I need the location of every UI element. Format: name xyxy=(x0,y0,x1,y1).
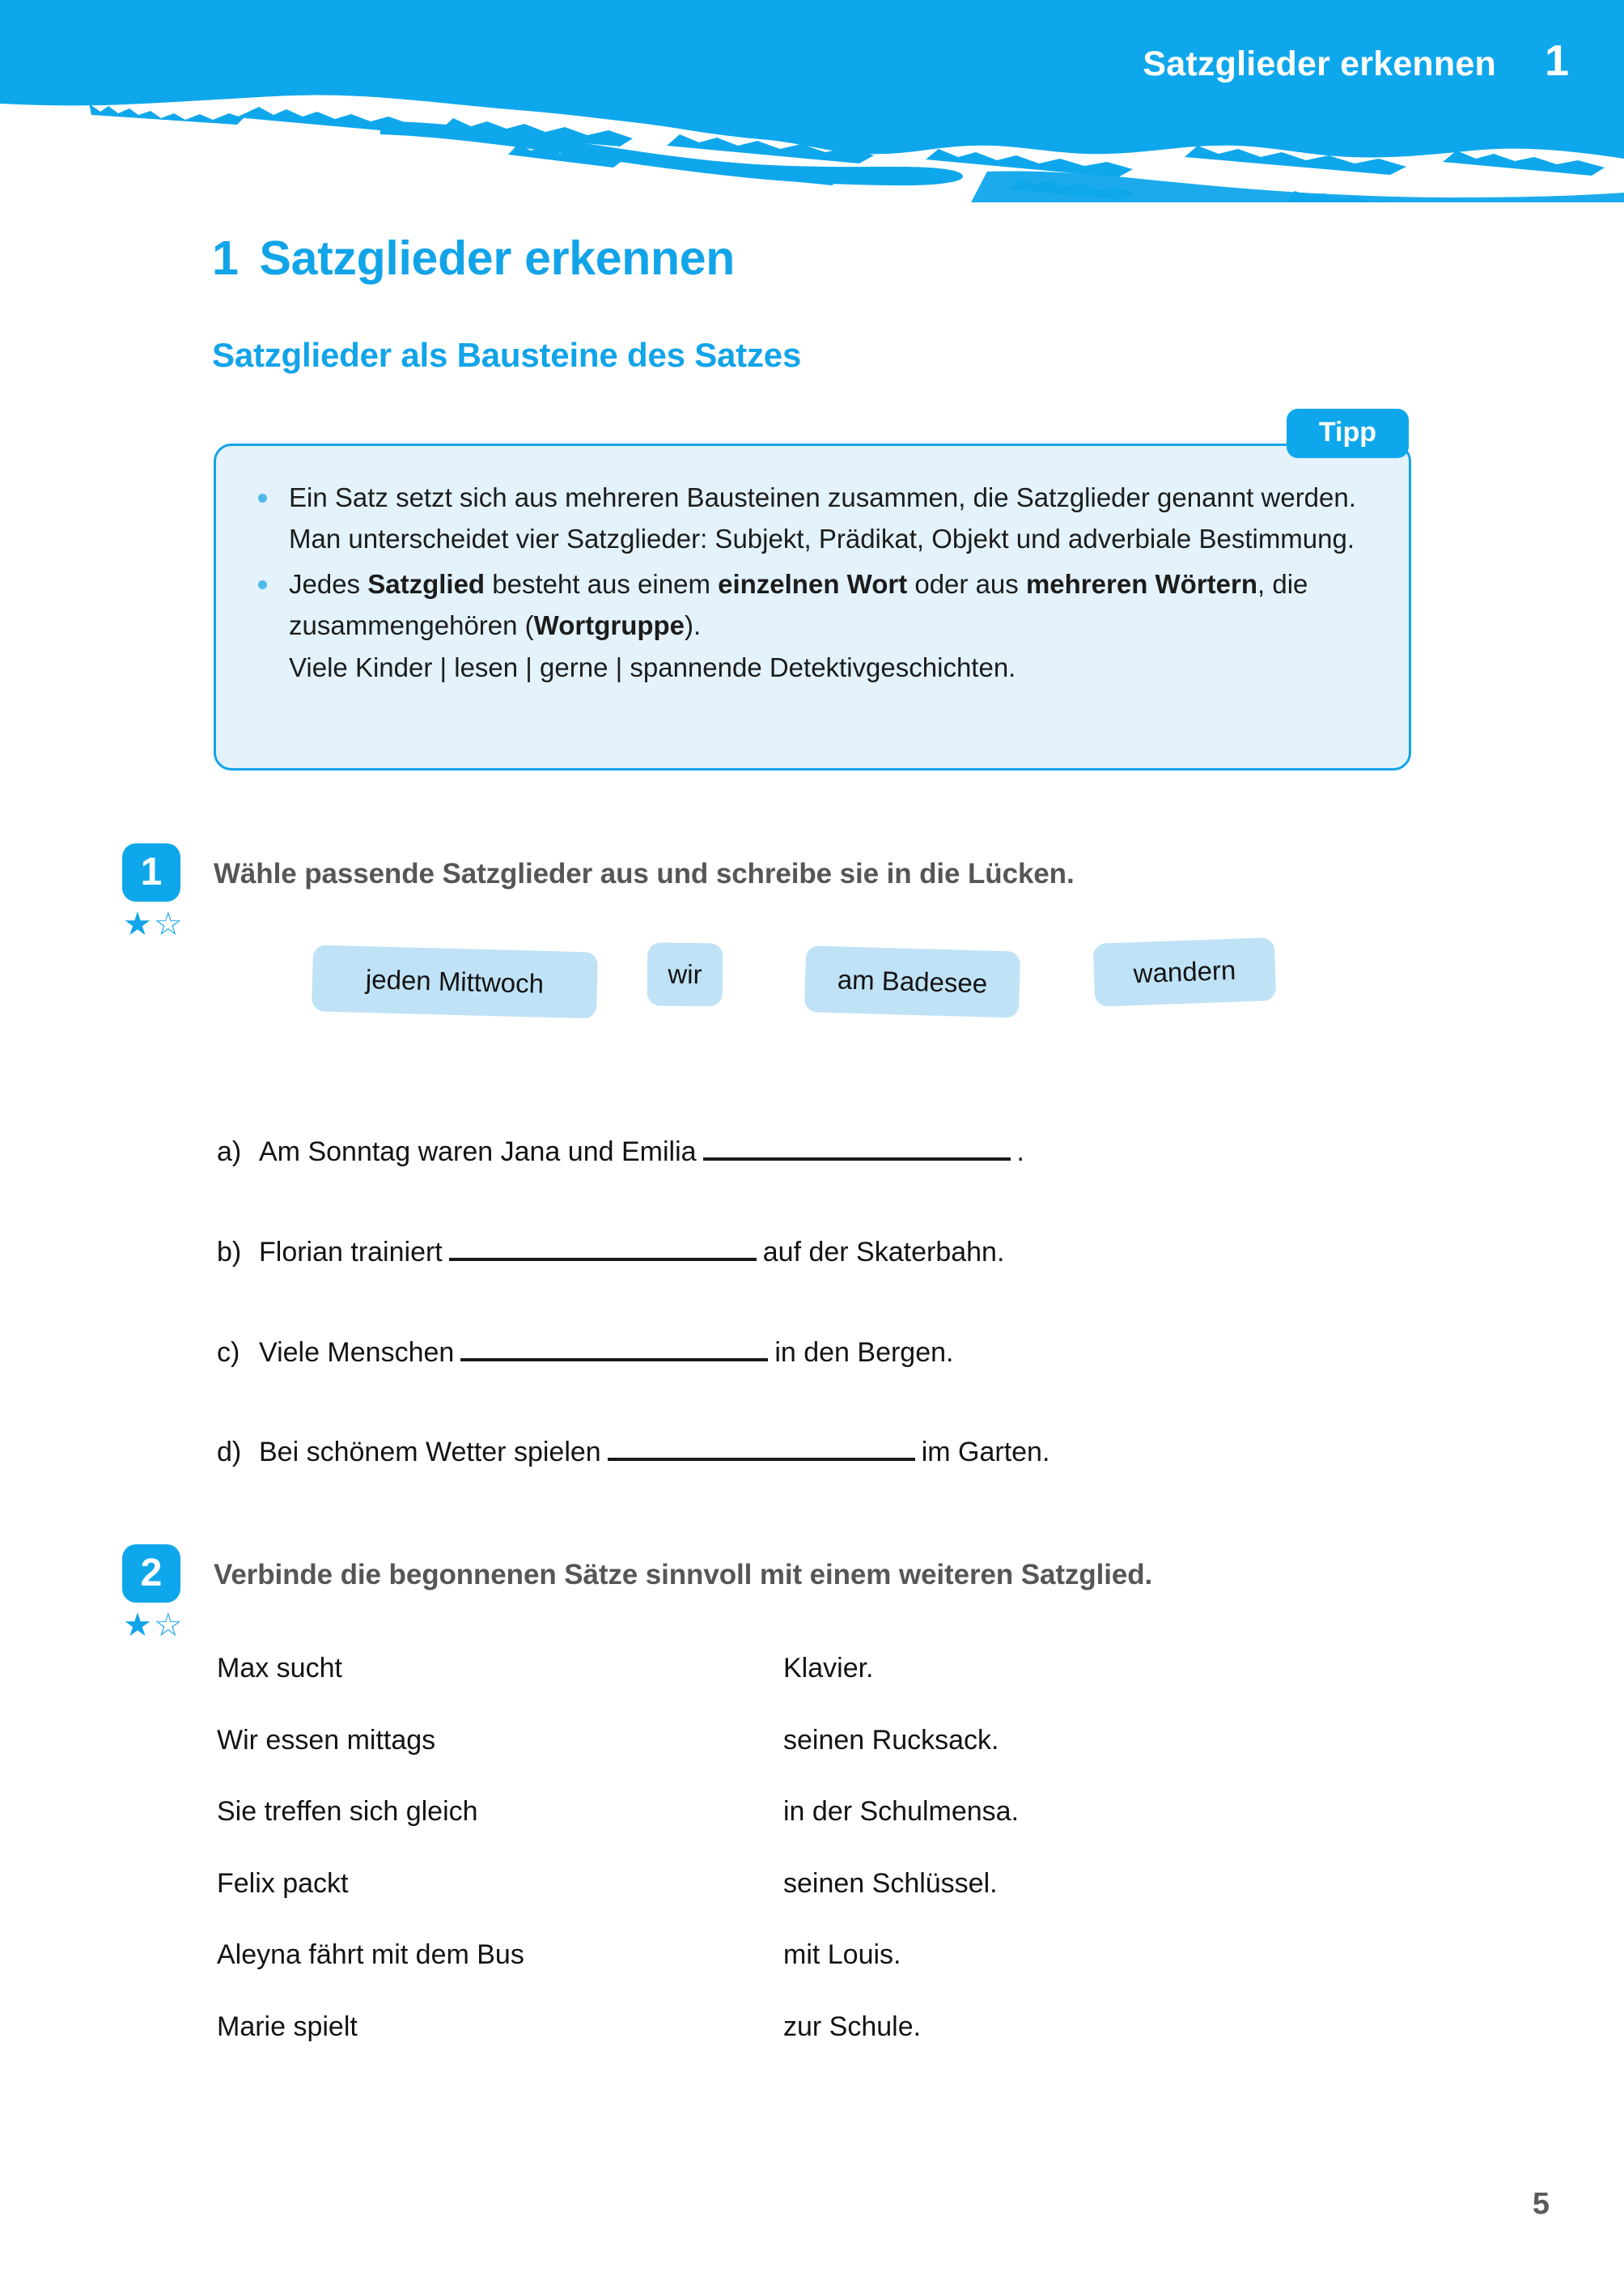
tipp-bold-term: Satzglied xyxy=(367,568,486,599)
answer-blank[interactable] xyxy=(460,1327,768,1361)
brush-banner-shape xyxy=(0,0,1624,202)
match-left-item[interactable]: Wir essen mittags xyxy=(217,1725,436,1756)
tipp-bold-term: mehreren Wörtern xyxy=(1025,568,1258,599)
item-text-before: Am Sonntag waren Jana und Emilia xyxy=(259,1136,697,1167)
header-running-title: Satzglieder erkennen xyxy=(1143,45,1496,83)
match-right-item[interactable]: in der Schulmensa. xyxy=(783,1796,1020,1827)
exercise-1-instruction: Wähle passende Satzglieder aus und schreibe sie in die Lücken. xyxy=(214,858,1075,890)
tipp-tab-label: Tipp xyxy=(1287,409,1409,458)
item-marker: b) xyxy=(217,1237,242,1268)
answer-blank[interactable] xyxy=(449,1227,757,1261)
header-chapter-number: 1 xyxy=(1544,36,1569,85)
match-left-item[interactable]: Felix packt xyxy=(217,1868,349,1899)
tipp-plain-text: besteht aus einem xyxy=(485,568,719,599)
gapfill-item xyxy=(217,1127,1024,1168)
answer-blank[interactable] xyxy=(608,1427,915,1461)
match-left-item[interactable]: Aleyna fährt mit dem Bus xyxy=(217,1939,524,1970)
tipp-bold-term: Wortgruppe xyxy=(533,610,685,641)
item-text-after: im Garten. xyxy=(921,1437,1050,1467)
word-chip[interactable]: am Badesee xyxy=(804,945,1020,1017)
tipp-bullet-text xyxy=(289,569,1308,640)
tipp-plain-text: Jedes xyxy=(289,568,368,599)
tipp-plain-text: oder aus xyxy=(907,568,1026,599)
page-title-text: Satzglieder erkennen xyxy=(259,231,736,285)
star-empty-icon: ☆ xyxy=(153,907,183,942)
item-text-before: Bei schönem Wetter spielen xyxy=(259,1437,601,1467)
match-right-item[interactable]: seinen Rucksack. xyxy=(783,1725,999,1756)
item-marker: a) xyxy=(217,1136,242,1167)
item-text-before: Florian trainiert xyxy=(259,1237,443,1268)
gapfill-item xyxy=(217,1327,953,1369)
star-empty-icon: ☆ xyxy=(153,1607,183,1643)
exercise-2-instruction: Verbinde die begonnenen Sätze sinnvoll mit einem weiteren Satzglied. xyxy=(214,1559,1153,1590)
page-subtitle: Satzglieder als Bausteine des Satzes xyxy=(212,336,802,374)
tipp-bold-term: einzelnen Wort xyxy=(718,568,908,599)
page-number: 5 xyxy=(1532,2187,1550,2221)
match-right-item[interactable]: zur Schule. xyxy=(783,2011,922,2042)
exercise-2-difficulty-stars xyxy=(123,1609,183,1641)
match-right-item[interactable]: Klavier. xyxy=(783,1653,874,1684)
match-right-item[interactable]: mit Louis. xyxy=(783,1939,901,1970)
tipp-bullet xyxy=(252,477,1373,560)
gapfill-item xyxy=(217,1427,1049,1468)
tipp-bullet-list xyxy=(252,477,1373,688)
exercise-2-number-badge: 2 xyxy=(122,1544,180,1603)
tipp-plain-text: , die zusammengehören ( xyxy=(289,568,1308,641)
tipp-plain-text: ). xyxy=(685,610,702,641)
header-title-row xyxy=(1143,36,1569,85)
item-text-before: Viele Menschen xyxy=(259,1337,455,1368)
exercise-1-difficulty-stars xyxy=(123,908,183,941)
match-right-item[interactable]: seinen Schlüssel. xyxy=(783,1868,998,1899)
exercise-1-number-badge: 1 xyxy=(122,843,180,902)
word-chip[interactable]: wir xyxy=(647,943,723,1007)
header-banner xyxy=(0,0,1624,202)
item-marker: c) xyxy=(217,1337,240,1368)
tipp-section xyxy=(214,417,1411,771)
match-left-item[interactable]: Marie spielt xyxy=(217,2011,358,2042)
page-title xyxy=(212,231,735,286)
item-text-after: . xyxy=(1016,1136,1024,1167)
answer-blank[interactable] xyxy=(703,1127,1011,1161)
item-text-after: in den Bergen. xyxy=(774,1337,954,1368)
page-title-number: 1 xyxy=(212,231,239,285)
tipp-plain-text: Ein Satz setzt sich aus mehreren Bausteinen zusammen, die Satzglieder genannt werden. Man unterscheidet vier Satzglieder: Subjekt, Prädikat, Objekt und adverbiale Bestimmung. xyxy=(289,482,1356,554)
item-text-after: auf der Skaterbahn. xyxy=(762,1237,1005,1268)
word-chip[interactable]: jeden Mittwoch xyxy=(312,945,598,1018)
word-chip[interactable]: wandern xyxy=(1093,937,1277,1007)
tipp-bullet xyxy=(252,563,1373,688)
gapfill-item xyxy=(217,1227,1004,1268)
match-left-item[interactable]: Sie treffen sich gleich xyxy=(217,1796,478,1827)
item-marker: d) xyxy=(217,1437,242,1467)
tipp-bullet-text xyxy=(289,482,1356,554)
match-left-item[interactable]: Max sucht xyxy=(217,1653,342,1684)
tipp-example-sentence: Viele Kinder | lesen | gerne | spannende Detektivgeschichten. xyxy=(289,652,1016,682)
tipp-box xyxy=(214,417,1411,771)
star-filled-icon: ★ xyxy=(123,907,152,942)
star-filled-icon: ★ xyxy=(123,1607,152,1643)
